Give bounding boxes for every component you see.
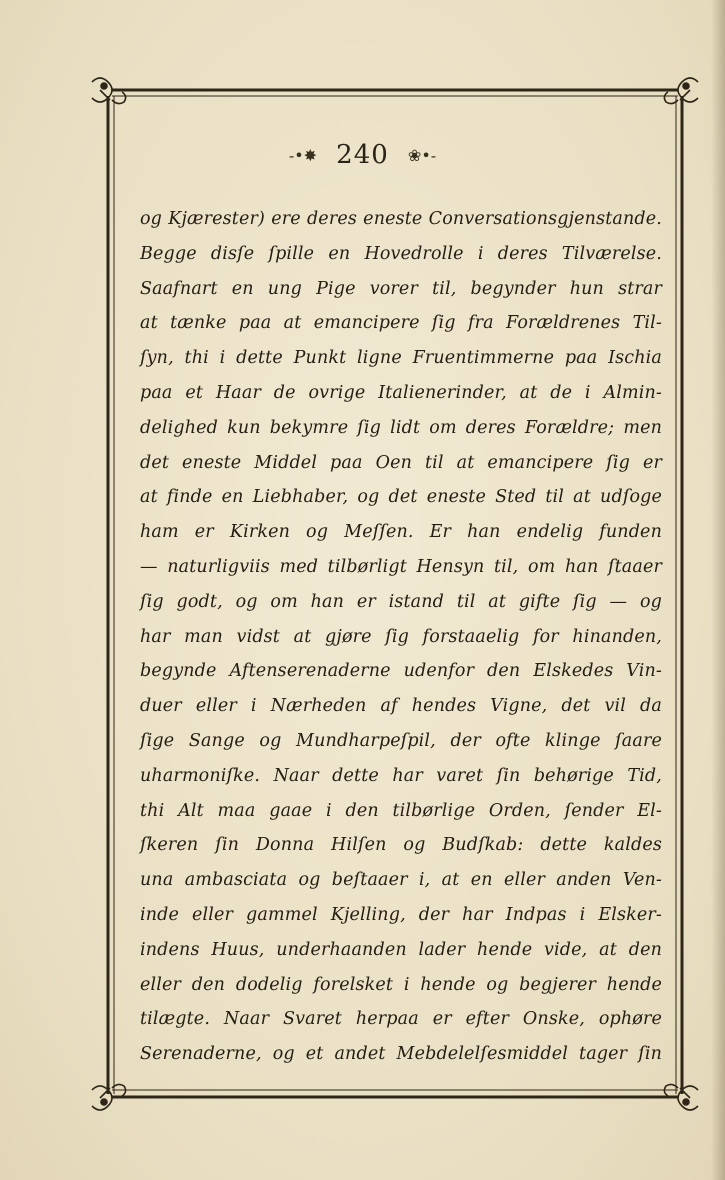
text-line: thi Alt maa gaae i den tilbørlige Orden, ſender El- [140, 800, 662, 821]
text-line: Begge disſe ſpille en Hovedrolle i deres Tilværelse. [140, 243, 662, 264]
text-line: tilægte. Naar Svaret herpaa er efter Onske, ophøre [140, 1009, 662, 1030]
text-line: inde eller gammel Kjelling, der har Indpas i Elsker- [140, 904, 662, 925]
text-line: Serenaderne, og et andet Mebdelelſesmiddel tager ſin [140, 1044, 662, 1065]
text-line: — naturligviis med tilbørligt Hensyn til, om han ſtaaer [140, 556, 662, 577]
text-line: una ambasciata og beſtaaer i, at en eller anden Ven- [140, 870, 662, 891]
text-line: indens Huus, underhaanden lader hende vide, at den [140, 939, 662, 960]
text-line: at tænke paa at emancipere ſig fra Forældrenes Til- [140, 313, 662, 334]
text-line: ſige Sange og Mundharpeſpil, der ofte klinge ſaare [140, 730, 662, 751]
text-line: at finde en Liebhaber, og det eneste Sted til at udſoge [140, 487, 662, 508]
text-line: ham er Kirken og Meſſen. Er han endelig funden [140, 522, 662, 543]
text-line: har man vidst at gjøre ſig forstaaelig for hinanden, [140, 626, 662, 647]
text-line: ſig godt, og om han er istand til at gifte ſig — og [140, 591, 662, 612]
text-line: Saafnart en ung Pige vorer til, begynder hun strar [140, 278, 662, 299]
text-line: begynde Aftenserenaderne udenfor den Elskedes Vin- [140, 661, 662, 682]
text-line: paa et Haar de ovrige Italienerinder, at de i Almin- [140, 382, 662, 403]
text-line: ſyn, thi i dette Punkt ligne Fruentimmerne paa Ischia [140, 348, 662, 369]
text-line: delighed kun bekymre ſig lidt om deres Forældre; men [140, 417, 662, 438]
header-ornament-right: ❀•- [407, 145, 437, 165]
page-number: 240 [336, 140, 389, 170]
page-header [0, 140, 725, 170]
text-line: uharmoniſke. Naar dette har varet ſin behørige Tid, [140, 765, 662, 786]
text-line: duer eller i Nærheden af hendes Vigne, det vil da [140, 696, 662, 717]
text-line: eller den dodelig forelsket i hende og begjerer hende [140, 974, 662, 995]
text-line: og Kjærester) ere deres eneste Conversationsgjenstande. [140, 209, 662, 229]
header-ornament-left: -•✸ [288, 145, 318, 165]
text-line: ſkeren ſin Donna Hilſen og Budſkab: dette kaldes [140, 835, 662, 856]
text-line: det eneste Middel paa Oen til at emancipere ſig er [140, 452, 662, 473]
body-text [140, 202, 662, 1072]
